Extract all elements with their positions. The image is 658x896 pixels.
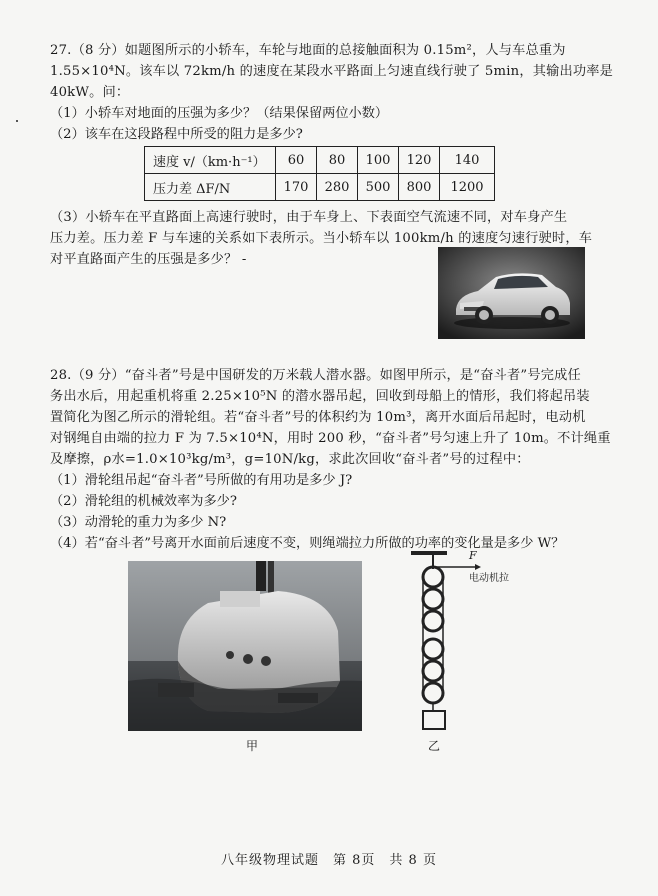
q27-line-1: 27.（8 分）如题图所示的小轿车，车轮与地面的总接触面积为 0.15m²，人与车总重为 <box>50 43 566 58</box>
q28-stem <box>50 365 610 470</box>
force-arrow-icon <box>475 564 481 570</box>
table-cell: 120 <box>399 147 440 174</box>
q27-sub1: （1）小轿车对地面的压强为多少？（结果保留两位小数） <box>50 106 389 121</box>
q28-line-5: 及摩擦，ρ水=1.0×10³kg/m³，g=10N/kg，求此次回收“奋斗者”号的过程中： <box>50 452 530 467</box>
speed-pressure-table <box>144 146 495 201</box>
q28-sub2: （2）滑轮组的机械效率为多少? <box>50 494 237 509</box>
q27-sub3-line-2: 压力差。压力差 F 与车速的关系如下表所示。当小轿车以 100km/h 的速度匀速行驶时，车 <box>50 231 593 246</box>
q27-sub3-line-1: （3）小轿车在平直路面上高速行驶时，由于车身上、下表面空气流速不同，对车身产生 <box>50 210 568 225</box>
moving-pulley <box>423 661 443 681</box>
table-row-speed <box>145 147 495 174</box>
submersible-photo <box>128 561 362 731</box>
q28-line-1: 28.（9 分）“奋斗者”号是中国研发的万米载人潜水器。如图甲所示，是“奋斗者”号完成任 <box>50 368 581 383</box>
submersible-illustration <box>128 561 362 731</box>
load-block <box>423 711 445 729</box>
motor-label: 电动机拉 <box>469 573 509 584</box>
figure-label-yi: 乙 <box>428 739 441 753</box>
table-cell: 500 <box>358 174 399 201</box>
table-cell: 60 <box>276 147 317 174</box>
page-footer: 八年级物理试题 第 8页 共 8 页 <box>221 853 437 868</box>
q28-sub3: （3）动滑轮的重力为多少 N? <box>50 515 227 530</box>
margin-dot <box>16 120 18 122</box>
q27-sub2: （2）该车在这段路程中所受的阻力是多少? <box>50 127 303 142</box>
moving-pulley <box>423 639 443 659</box>
table-cell: 100 <box>358 147 399 174</box>
table-cell: 170 <box>276 174 317 201</box>
q28-line-2: 务出水后，用起重机将重 2.25×10⁵N 的潜水器吊起，回收到母船上的情形，我们将起吊装 <box>50 389 590 404</box>
q27-sub3-line-3: 对平直路面产生的压强是多少？ - <box>50 252 247 267</box>
table-cell: 140 <box>440 147 495 174</box>
q27-stem <box>50 40 614 103</box>
pulley-diagram <box>405 547 545 737</box>
table-cell: 80 <box>317 147 358 174</box>
q28-sub4: （4）若“奋斗者”号离开水面前后速度不变，则绳端拉力所做的功率的变化量是多少 W？ <box>50 536 565 551</box>
table-cell: 1200 <box>440 174 495 201</box>
table-header-speed: 速度 v/（km·h⁻¹） <box>145 147 276 174</box>
ceiling-bar <box>411 551 447 555</box>
q28-line-3: 置简化为图乙所示的滑轮组。若“奋斗者”号的体积约为 10m³，离开水面后吊起时，电动机 <box>50 410 586 425</box>
moving-pulley <box>423 683 443 703</box>
q28-sub1: （1）滑轮组吊起“奋斗者”号所做的有用功是多少 J? <box>50 473 353 488</box>
table-header-pressure: 压力差 ΔF/N <box>145 174 276 201</box>
fixed-pulley <box>423 589 443 609</box>
fixed-pulley <box>423 611 443 631</box>
q28-line-4: 对钢绳自由端的拉力 F 为 7.5×10⁴N，用时 200 秒，“奋斗者”号匀速上升了 10m。不计绳重 <box>50 431 611 446</box>
car-photo <box>438 247 585 339</box>
table-cell: 800 <box>399 174 440 201</box>
force-label: F <box>469 549 477 562</box>
fixed-pulley <box>423 567 443 587</box>
figure-label-jia: 甲 <box>246 739 259 753</box>
car-illustration <box>438 247 585 339</box>
table-row-pressure <box>145 174 495 201</box>
table-cell: 280 <box>317 174 358 201</box>
q27-line-2: 1.55×10⁴N。该车以 72km/h 的速度在某段水平路面上匀速直线行驶了 5min，其输出功率是 <box>50 64 614 79</box>
q27-line-3: 40kW。问： <box>50 85 130 100</box>
